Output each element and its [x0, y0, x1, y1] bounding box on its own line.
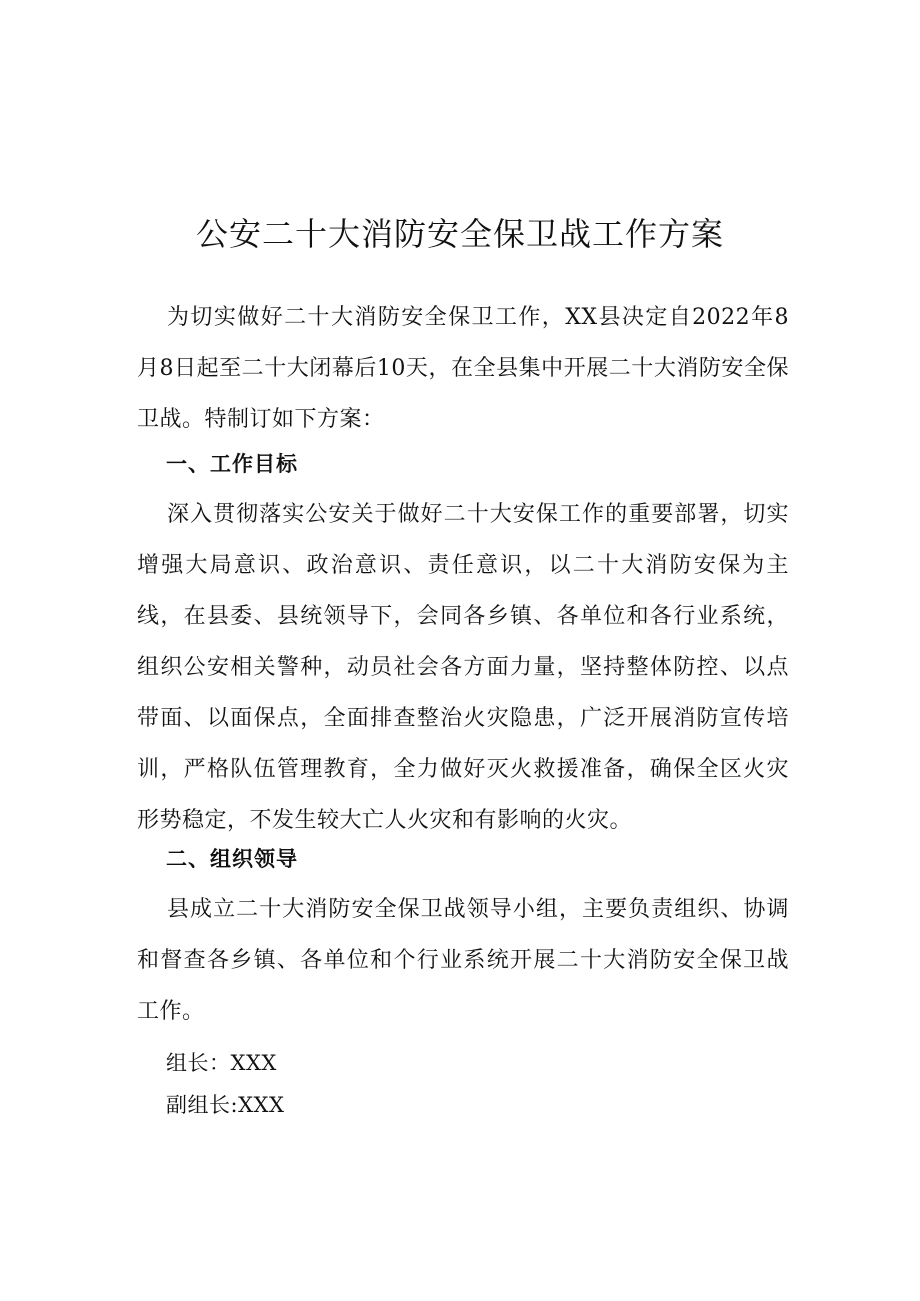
section-1-body: 深入贯彻落实公安关于做好二十大安保工作的重要部署，切实增强大局意识、政治意识、责任意识，以二十大消防安保为主线，在县委、县统领导下，会同各乡镇、各单位和各行业系统，组织公安相关警种，动员社会各方面力量，坚持整体防控、以点带面、以面保点，全面排查整治火灾隐患，广泛开展消防宣传培训，严格队伍管理教育，全力做好灭火救援准备，确保全区火灾形势稳定，不发生较大亡人火灾和有影响的火灾。 [137, 502, 789, 833]
intro-paragraph: 为切实做好二十大消防安全保卫工作，XX县决定自2022年8月8日起至二十大闭幕后10天，在全县集中开展二十大消防安全保卫战。特制订如下方案： [137, 305, 789, 432]
deputy-leader-line: 副组长:XXX [166, 1093, 285, 1117]
section-2-body: 县成立二十大消防安全保卫战领导小组，主要负责组织、协调和督查各乡镇、各单位和个行业系统开展二十大消防安全保卫战工作。 [137, 897, 789, 1024]
section-2-heading: 二、组织领导 [166, 847, 298, 871]
leader-line: 组长：XXX [166, 1051, 277, 1075]
document-title: 公安二十大消防安全保卫战工作方案 [195, 215, 724, 253]
section-1-heading: 一、工作目标 [166, 452, 298, 476]
